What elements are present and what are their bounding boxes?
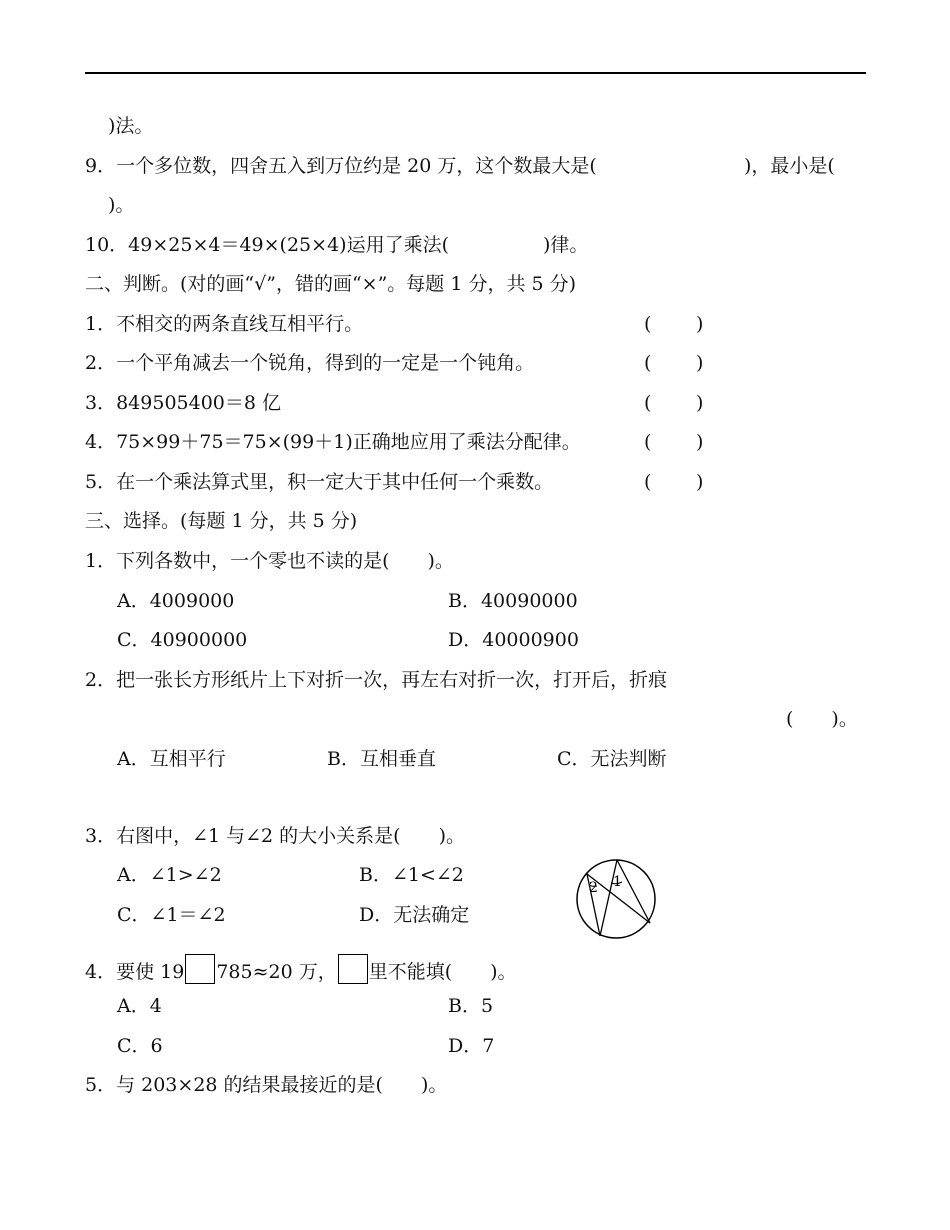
judge-paren-open-3[interactable]: (: [644, 392, 652, 414]
digit-box-2[interactable]: [338, 954, 368, 984]
q10-stem: 10．49×25×4＝49×(25×4)运用了乘法(: [85, 234, 449, 256]
choice1-option-b[interactable]: B．40090000: [448, 590, 578, 612]
choice3-option-a[interactable]: A．∠1>∠2: [117, 864, 222, 886]
judge-paren-open-5[interactable]: (: [644, 471, 652, 493]
choice2-stem: 2．把一张长方形纸片上下对折一次，再左右对折一次，打开后，折痕: [85, 669, 668, 691]
choice1-stem: 1．下列各数中，一个零也不读的是( )。: [85, 550, 454, 572]
judge-item-2: 2．一个平角减去一个锐角，得到的一定是一个钝角。: [85, 352, 535, 374]
choice3-option-c[interactable]: C．∠1＝∠2: [117, 904, 226, 926]
judge-paren-open-4[interactable]: (: [644, 431, 652, 453]
choice2-option-c[interactable]: C．无法判断: [557, 748, 667, 770]
figure-circle: [577, 860, 655, 938]
choice5-stem: 5．与 203×28 的结果最接近的是( )。: [85, 1074, 448, 1096]
judge-paren-close-1: ): [696, 313, 704, 335]
choice4-option-b[interactable]: B．5: [448, 995, 494, 1017]
angle-circle-figure: [570, 852, 662, 944]
choice1-option-d[interactable]: D．40000900: [448, 629, 579, 651]
choice4-stem: [85, 954, 517, 985]
figure-chord-1: [600, 860, 617, 936]
angle-1-label: 1: [613, 874, 622, 890]
judge-paren-close-2: ): [696, 352, 704, 374]
angle-2-label: 2: [589, 880, 598, 896]
choice4-option-c[interactable]: C．6: [117, 1035, 163, 1057]
choice2-option-b[interactable]: B．互相垂直: [327, 748, 436, 770]
choice4-option-a[interactable]: A．4: [117, 995, 162, 1017]
choice1-option-c[interactable]: C．40900000: [117, 629, 248, 651]
choice4-part3: 里不能填( )。: [368, 961, 517, 983]
judge-item-3: 3．849505400＝8 亿: [85, 392, 282, 414]
digit-box-1[interactable]: [185, 954, 215, 984]
choice4-part2: 785≈20 万，: [216, 961, 337, 983]
judge-paren-open-1[interactable]: (: [644, 313, 652, 335]
choice2-blank[interactable]: ( )。: [786, 708, 858, 730]
q8-tail: )法。: [108, 115, 154, 137]
judge-paren-close-5: ): [696, 471, 704, 493]
judge-paren-close-4: ): [696, 431, 704, 453]
judge-item-1: 1．不相交的两条直线互相平行。: [85, 313, 364, 335]
q9-stem: 9．一个多位数，四舍五入到万位约是 20 万，这个数最大是(: [85, 155, 597, 177]
section2-title: 二、判断。(对的画“√”，错的画“×”。每题 1 分，共 5 分): [85, 273, 577, 295]
choice1-option-a[interactable]: A．4009000: [117, 590, 235, 612]
choice3-option-d[interactable]: D．无法确定: [359, 904, 470, 926]
figure-chord-2: [617, 860, 650, 923]
section3-title: 三、选择。(每题 1 分，共 5 分): [85, 510, 358, 532]
q9-mid: )，最小是(: [744, 155, 835, 177]
choice3-stem: 3．右图中，∠1 与∠2 的大小关系是( )。: [85, 825, 466, 847]
q9-end: )。: [108, 194, 135, 216]
judge-paren-open-2[interactable]: (: [644, 352, 652, 374]
choice4-option-d[interactable]: D．7: [448, 1035, 495, 1057]
choice4-part1: 4．要使 19: [85, 961, 185, 983]
judge-item-4: 4．75×99＋75＝75×(99＋1)正确地应用了乘法分配律。: [85, 431, 581, 453]
judge-paren-close-3: ): [696, 392, 704, 414]
judge-item-5: 5．在一个乘法算式里，积一定大于其中任何一个乘数。: [85, 471, 554, 493]
choice2-option-a[interactable]: A．互相平行: [117, 748, 226, 770]
choice3-option-b[interactable]: B．∠1<∠2: [359, 864, 464, 886]
header-rule: [85, 72, 866, 74]
q10-end: )律。: [543, 234, 589, 256]
